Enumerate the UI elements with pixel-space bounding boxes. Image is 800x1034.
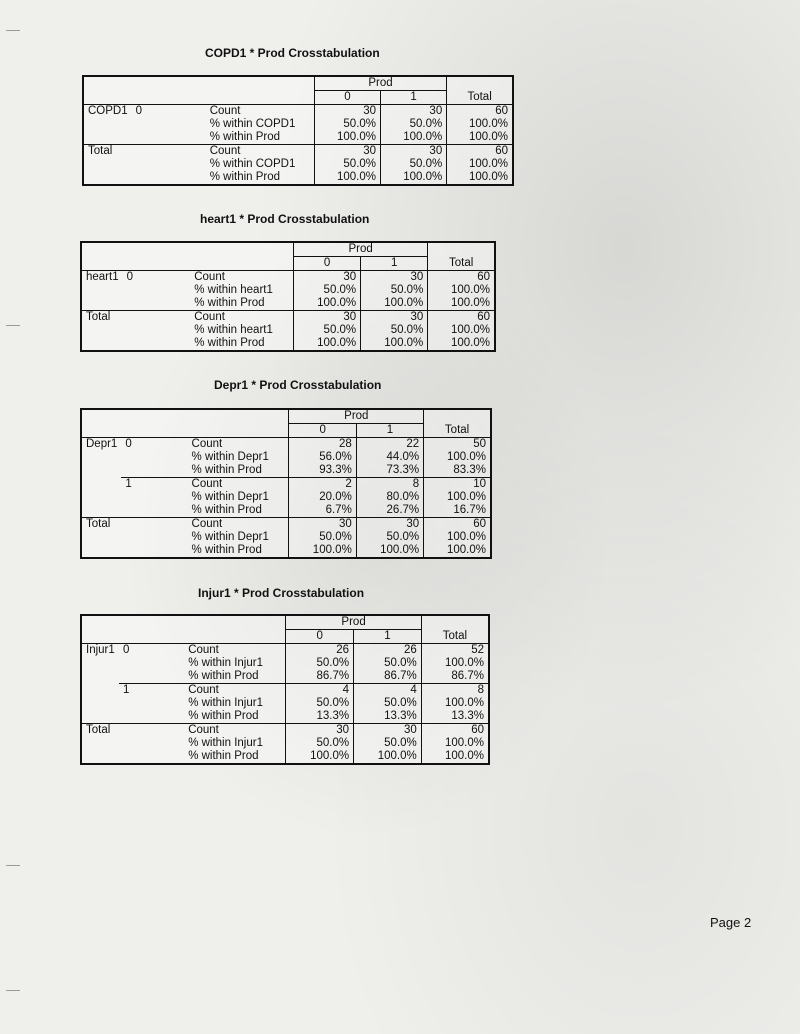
- stat-label: % within Prod: [209, 171, 281, 183]
- cell: 86.7%: [354, 670, 422, 684]
- stat-label: % within COPD1: [209, 158, 296, 170]
- cell-total: 16.7%: [424, 504, 491, 518]
- crosstab-table-injur1: [80, 614, 490, 765]
- cell-total: 83.3%: [424, 464, 491, 478]
- stat-label: Count: [188, 518, 289, 532]
- cell: 80.0%: [356, 491, 423, 504]
- row-value-label: 0: [121, 438, 187, 478]
- cell: 100.0%: [294, 297, 361, 311]
- table-row: [81, 478, 491, 492]
- cell: 50.0%: [381, 118, 447, 131]
- cell: 50.0%: [286, 657, 354, 670]
- cell-total: 10: [424, 478, 491, 492]
- cell: 100.0%: [354, 750, 422, 764]
- cell: 13.3%: [354, 710, 422, 724]
- cell-total: 13.3%: [421, 710, 489, 724]
- cell-total: 60: [447, 105, 513, 119]
- stat-label: % within Injur1: [188, 737, 263, 749]
- cell: 100.0%: [361, 337, 428, 351]
- stat-label: % within Prod: [188, 670, 259, 682]
- cell-total: 86.7%: [421, 670, 489, 684]
- stat-label: % within Prod: [191, 504, 262, 516]
- cell: 100.0%: [314, 131, 380, 145]
- cell: 30: [314, 145, 380, 159]
- col-value-header: 0: [286, 630, 354, 644]
- col-value-header: 1: [381, 91, 447, 105]
- header-row: [81, 242, 495, 257]
- col-value-header: 1: [354, 630, 422, 644]
- stat-label: % within Prod: [188, 710, 259, 722]
- row-variable-label: heart1: [81, 271, 123, 311]
- table-row: [81, 644, 489, 658]
- cell: 50.0%: [314, 158, 380, 171]
- table-row: [81, 518, 491, 532]
- cell: 26: [286, 644, 354, 658]
- cell-total: 100.0%: [447, 171, 513, 185]
- header-row: [83, 76, 513, 91]
- cell: 86.7%: [286, 670, 354, 684]
- cell-total: 8: [421, 684, 489, 698]
- total-row-label: Total: [81, 311, 190, 352]
- cell-total: 100.0%: [421, 657, 489, 670]
- crosstab-title: COPD1 * Prod Crosstabulation: [205, 46, 380, 60]
- stat-label: % within Prod: [194, 297, 265, 309]
- cell-total: 52: [421, 644, 489, 658]
- cell: 50.0%: [354, 697, 422, 710]
- cell: 56.0%: [289, 451, 356, 464]
- col-group-header: Prod: [289, 409, 424, 424]
- page-number: Page 2: [710, 915, 752, 930]
- stat-label: % within COPD1: [209, 118, 296, 130]
- cell: 30: [361, 271, 428, 285]
- cell: 4: [354, 684, 422, 698]
- cell: 50.0%: [381, 158, 447, 171]
- cell: 50.0%: [314, 118, 380, 131]
- cell: 28: [289, 438, 356, 452]
- cell: 26: [354, 644, 422, 658]
- margin-mark: [6, 30, 20, 31]
- stat-label: Count: [188, 478, 289, 492]
- crosstab-title: Depr1 * Prod Crosstabulation: [214, 378, 382, 392]
- total-column-header: Total: [447, 76, 513, 105]
- cell: 100.0%: [356, 544, 423, 558]
- cell: 50.0%: [294, 284, 361, 297]
- row-value-label: 1: [121, 478, 187, 518]
- cell-total: 60: [421, 724, 489, 738]
- total-row-label: Total: [81, 518, 188, 559]
- cell: 30: [381, 105, 447, 119]
- cell-total: 100.0%: [424, 451, 491, 464]
- col-value-header: 0: [289, 424, 356, 438]
- cell: 4: [286, 684, 354, 698]
- margin-mark: [6, 865, 20, 866]
- total-row-label: Total: [83, 145, 206, 186]
- cell: 30: [294, 311, 361, 325]
- cell-total: 100.0%: [424, 531, 491, 544]
- col-value-header: 0: [294, 257, 361, 271]
- cell-total: 100.0%: [428, 284, 495, 297]
- cell-total: 60: [447, 145, 513, 159]
- crosstab-title: Injur1 * Prod Crosstabulation: [198, 586, 365, 600]
- cell: 2: [289, 478, 356, 492]
- col-value-header: 1: [361, 257, 428, 271]
- cell: 30: [356, 518, 423, 532]
- crosstab-table-heart1: [80, 241, 496, 352]
- crosstab-table-depr1: [80, 408, 492, 559]
- cell: 50.0%: [354, 737, 422, 750]
- cell: 22: [356, 438, 423, 452]
- header-row: [81, 409, 491, 424]
- row-variable-label: Injur1: [81, 644, 119, 724]
- cell: 8: [356, 478, 423, 492]
- stat-label: % within heart1: [194, 324, 273, 336]
- stat-label: % within Injur1: [188, 697, 263, 709]
- cell-total: 100.0%: [424, 491, 491, 504]
- cell: 50.0%: [294, 324, 361, 337]
- total-column-header: Total: [428, 242, 495, 271]
- cell-total: 60: [424, 518, 491, 532]
- cell: 44.0%: [356, 451, 423, 464]
- table-row: [83, 145, 513, 159]
- margin-mark: [6, 325, 20, 326]
- col-value-header: 1: [356, 424, 423, 438]
- header-row: [81, 615, 489, 630]
- stat-label: Count: [188, 438, 289, 452]
- row-variable-label: COPD1: [83, 105, 132, 145]
- crosstab-table-copd1: [82, 75, 514, 186]
- stat-label: Count: [206, 105, 315, 119]
- cell-total: 100.0%: [421, 750, 489, 764]
- cell: 30: [381, 145, 447, 159]
- stat-label: Count: [184, 684, 286, 698]
- col-group-header: Prod: [286, 615, 421, 630]
- cell-total: 100.0%: [421, 737, 489, 750]
- cell-total: 100.0%: [421, 697, 489, 710]
- row-value-label: 1: [119, 684, 184, 724]
- cell: 100.0%: [289, 544, 356, 558]
- cell-total: 100.0%: [447, 158, 513, 171]
- stat-label: Count: [190, 311, 293, 325]
- col-group-header: Prod: [294, 242, 428, 257]
- cell: 100.0%: [381, 171, 447, 185]
- cell: 50.0%: [286, 697, 354, 710]
- stat-label: % within Prod: [191, 464, 262, 476]
- cell: 100.0%: [361, 297, 428, 311]
- stat-label: % within Depr1: [191, 531, 269, 543]
- cell-total: 100.0%: [428, 297, 495, 311]
- stat-label: Count: [190, 271, 293, 285]
- col-value-header: 0: [314, 91, 380, 105]
- col-group-header: Prod: [314, 76, 446, 91]
- table-row: [83, 105, 513, 119]
- cell: 50.0%: [356, 531, 423, 544]
- cell: 50.0%: [289, 531, 356, 544]
- cell-total: 60: [428, 311, 495, 325]
- cell-total: 100.0%: [428, 324, 495, 337]
- cell: 26.7%: [356, 504, 423, 518]
- table-row: [81, 684, 489, 698]
- stat-label: Count: [184, 724, 286, 738]
- table-row: [81, 438, 491, 452]
- cell: 30: [354, 724, 422, 738]
- cell-total: 100.0%: [447, 118, 513, 131]
- cell: 30: [294, 271, 361, 285]
- table-row: [81, 724, 489, 738]
- cell-total: 50: [424, 438, 491, 452]
- stat-label: Count: [206, 145, 315, 159]
- stat-label: % within Prod: [209, 131, 281, 143]
- stat-label: % within Prod: [191, 544, 262, 556]
- cell-total: 100.0%: [424, 544, 491, 558]
- stat-label: % within Prod: [194, 337, 265, 349]
- cell: 20.0%: [289, 491, 356, 504]
- row-value-label: 0: [132, 105, 206, 145]
- row-value-label: 0: [123, 271, 191, 311]
- cell: 13.3%: [286, 710, 354, 724]
- margin-mark: [6, 990, 20, 991]
- cell: 30: [289, 518, 356, 532]
- stat-label: % within Injur1: [188, 657, 263, 669]
- total-column-header: Total: [424, 409, 491, 438]
- total-column-header: Total: [421, 615, 489, 644]
- cell: 50.0%: [354, 657, 422, 670]
- cell: 30: [286, 724, 354, 738]
- cell-total: 100.0%: [428, 337, 495, 351]
- row-value-label: 0: [119, 644, 184, 684]
- cell: 93.3%: [289, 464, 356, 478]
- cell: 50.0%: [361, 284, 428, 297]
- cell: 30: [361, 311, 428, 325]
- cell: 30: [314, 105, 380, 119]
- cell: 6.7%: [289, 504, 356, 518]
- cell: 100.0%: [381, 131, 447, 145]
- stat-label: Count: [184, 644, 286, 658]
- row-variable-label: Depr1: [81, 438, 121, 518]
- stat-label: % within Prod: [188, 750, 259, 762]
- crosstab-title: heart1 * Prod Crosstabulation: [200, 212, 370, 226]
- cell: 100.0%: [314, 171, 380, 185]
- stat-label: % within heart1: [194, 284, 273, 296]
- cell-total: 60: [428, 271, 495, 285]
- cell: 73.3%: [356, 464, 423, 478]
- stat-label: % within Depr1: [191, 451, 269, 463]
- total-row-label: Total: [81, 724, 184, 765]
- cell: 50.0%: [361, 324, 428, 337]
- table-row: [81, 311, 495, 325]
- table-row: [81, 271, 495, 285]
- stat-label: % within Depr1: [191, 491, 269, 503]
- cell: 50.0%: [286, 737, 354, 750]
- cell-total: 100.0%: [447, 131, 513, 145]
- cell: 100.0%: [286, 750, 354, 764]
- cell: 100.0%: [294, 337, 361, 351]
